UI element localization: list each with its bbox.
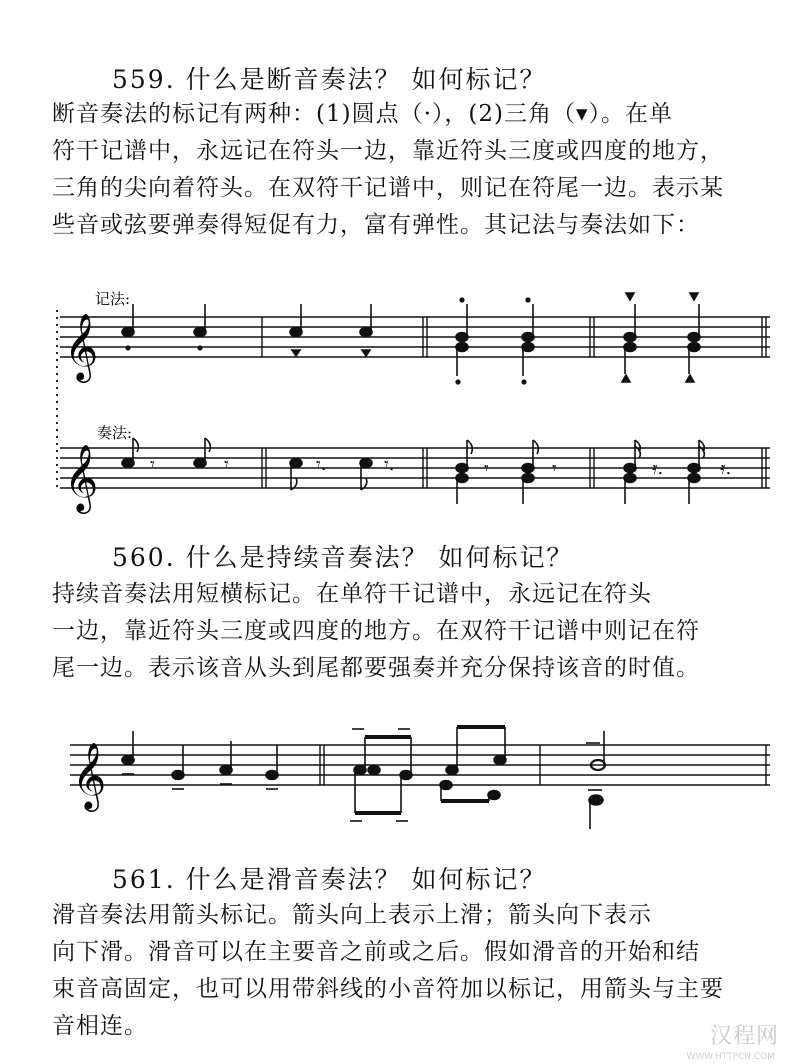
section-561-heading: 561. 什么是滑音奏法？ 如何标记？: [112, 865, 547, 894]
paragraph-line: 三角的尖向着符头。在双符干记谱中，则记在符尾一边。表示某: [52, 175, 724, 201]
performance-label: 奏法:: [97, 424, 133, 442]
svg-text:𝄾: 𝄾: [552, 458, 557, 479]
treble-clef-icon: 𝄞: [64, 443, 99, 511]
svg-text:𝄿.: 𝄿.: [720, 458, 732, 479]
section-559-heading: 559. 什么是断音奏法？ 如何标记？: [112, 65, 547, 94]
section-559-body: [52, 96, 772, 244]
paragraph-line: 符干记谱中，永远记在符头一边，靠近符头三度或四度的地方，: [52, 138, 724, 164]
paragraph-line: 些音或弦要弹奏得短促有力，富有弹性。其记法与奏法如下：: [52, 212, 700, 238]
svg-text:𝄾: 𝄾: [484, 458, 489, 479]
performance-staff: [60, 448, 770, 488]
treble-clef-icon: 𝄞: [72, 741, 107, 809]
staccato-music-example: [0, 290, 797, 520]
svg-text:𝄾: 𝄾: [150, 454, 155, 475]
paragraph-line: 断音奏法的标记有两种：(1)圆点（·），(2)三角（▾）。在单: [52, 101, 674, 127]
watermark-url: WWW.HTTPCN.COM: [686, 1052, 775, 1062]
tenuto-notes: [122, 727, 605, 829]
treble-clef-icon: 𝄞: [64, 312, 99, 380]
svg-text:𝄾.: 𝄾.: [316, 454, 327, 475]
section-560-body: [52, 576, 772, 687]
paragraph-line: 一边，靠近符头三度或四度的地方。在双符干记谱中则记在符: [52, 618, 700, 644]
paragraph-line: 音相连。: [52, 1013, 148, 1039]
paragraph-line: 向下滑。滑音可以在主要音之前或之后。假如滑音的开始和结: [52, 939, 700, 965]
svg-text:𝄾.: 𝄾.: [384, 454, 395, 475]
notation-notes: [122, 293, 700, 384]
section-561-body: [52, 897, 772, 1045]
notation-staff: [60, 317, 770, 357]
notation-label: 记法:: [95, 290, 131, 308]
paragraph-line: 束音高固定，也可以用带斜线的小音符加以标记，用箭头与主要: [52, 976, 724, 1002]
watermark-logo: 汉程网: [709, 1024, 779, 1049]
paragraph-line: 持续音奏法用短横标记。在单符干记谱中，永远记在符头: [52, 581, 652, 607]
svg-text:𝄾: 𝄾: [224, 454, 229, 475]
paragraph-line: 尾一边。表示该音从头到尾都要强奏并充分保持该音的时值。: [52, 655, 700, 681]
section-560-heading: 560. 什么是持续音奏法？ 如何标记？: [112, 543, 574, 572]
paragraph-line: 滑音奏法用箭头标记。箭头向上表示上滑；箭头向下表示: [52, 902, 652, 928]
svg-text:𝄿.: 𝄿.: [652, 458, 664, 479]
tenuto-music-example: [0, 725, 797, 835]
